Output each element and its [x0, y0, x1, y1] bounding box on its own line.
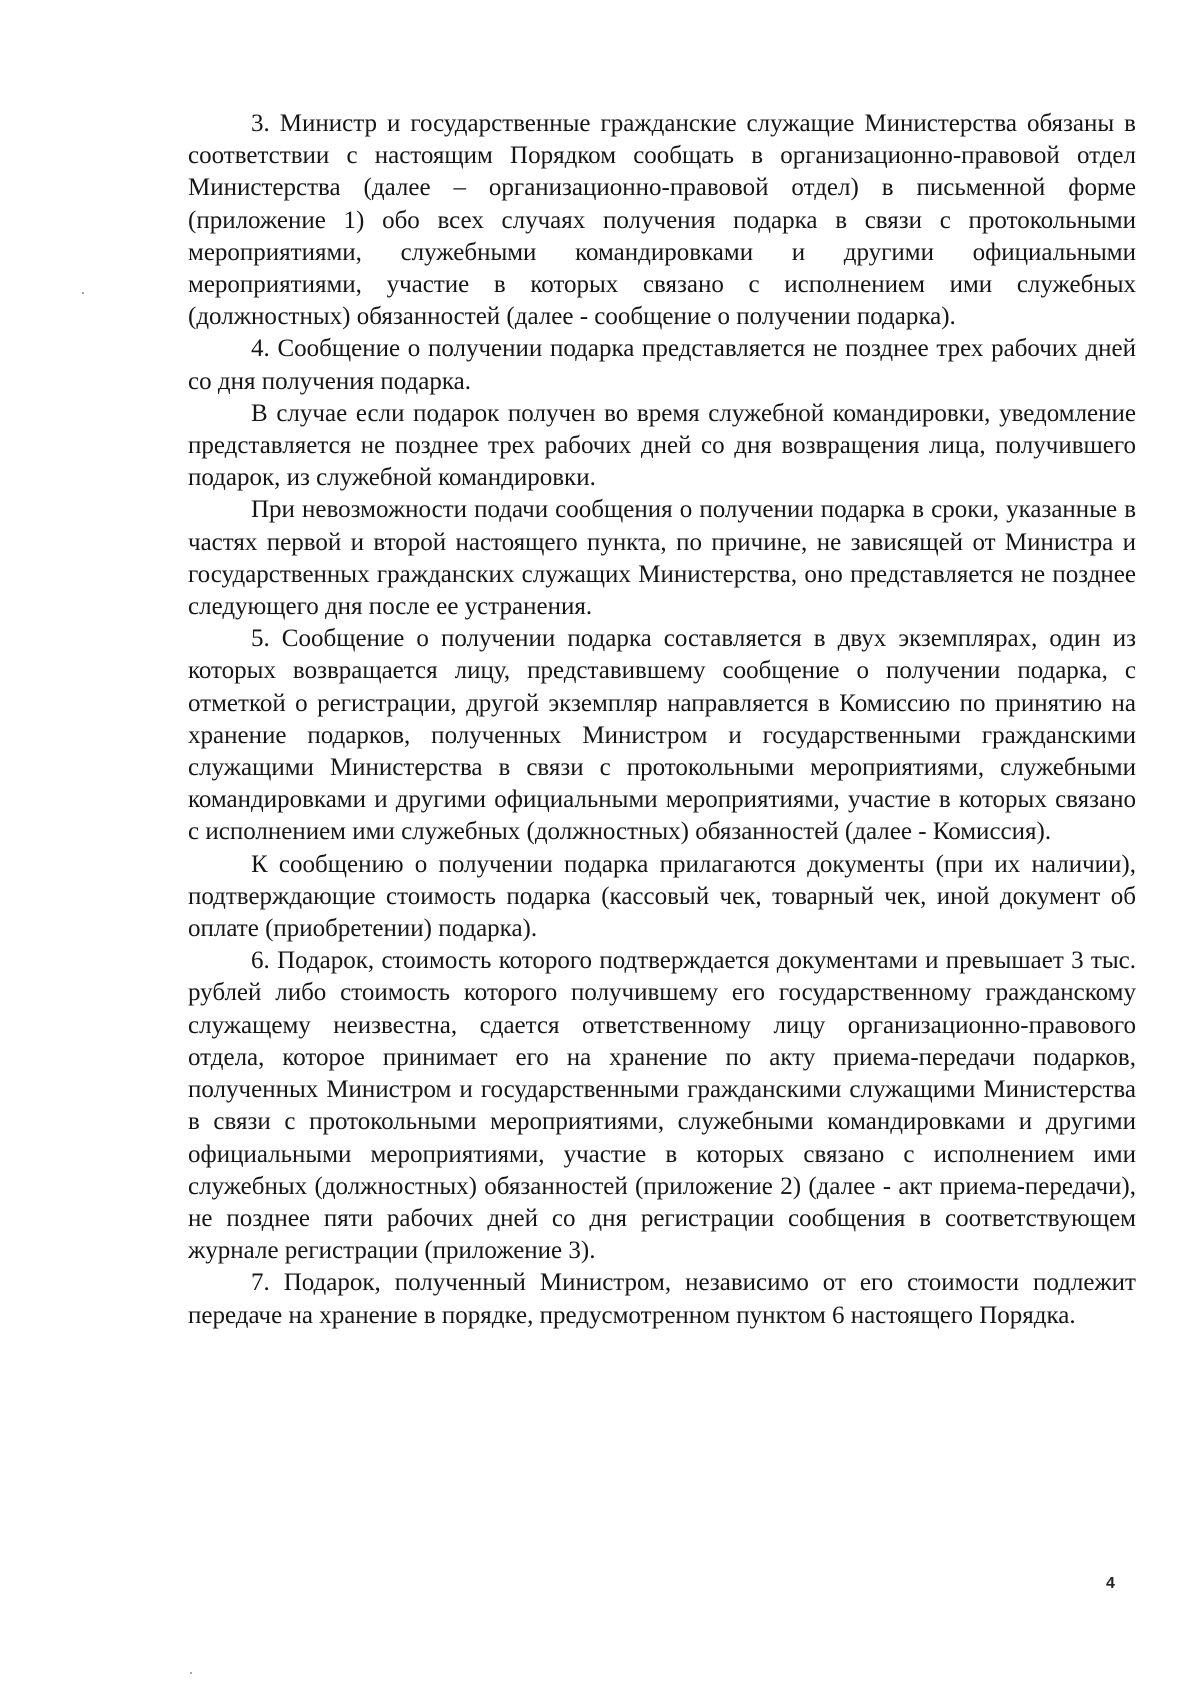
paragraph-item-5: 5. Сообщение о получении подарка составляется в двух экземплярах, один из которых возвращается лицу, представившему сообщение о получении подарка, с отметкой о регистрации, другой экземпляр направляется в Комиссию по принятию на хранение подарков, полученных Министром и государственными гражданскими служащими Министерства в связи с протокольными мероприятиями, служебными командировками и другими официальными мероприятиями, участие в которых связано с исполнением ими служебных (должностных) обязанностей (далее - Комиссия). — [188, 625, 1136, 846]
paragraph-item-6: 6. Подарок, стоимость которого подтверждается документами и превышает 3 тыс. рублей либо стоимость которого получившему его государственному гражданскому служащему неизвестна, сдается ответственному лицу организационно-правового отдела, которое принимает его на хранение по акту приема-передачи подарков, полученных Министром и государственными гражданскими служащими Министерства в связи с протокольными мероприятиями, служебными командировками и другими официальными мероприятиями, участие в которых связано с исполнением ими служебных (должностных) обязанностей (приложение 2) (далее - акт приема-передачи), не позднее пяти рабочих дней со дня регистрации сообщения в соответствующем журнале регистрации (приложение 3). — [188, 947, 1136, 1265]
paragraph-item-7: 7. Подарок, полученный Министром, независимо от его стоимости подлежит передаче на хранение в порядке, предусмотренном пунктом 6 настоящего Порядка. — [188, 1269, 1136, 1329]
scan-speck — [190, 1672, 192, 1674]
paragraph-item-3: 3. Министр и государственные гражданские служащие Министерства обязаны в соответствии с настоящим Порядком сообщать в организационно-правовой отдел Министерства (далее – организационно-правовой отдел) в письменной форме (приложение 1) обо всех случаях получения подарка в связи с протокольными мероприятиями, служебными командировками и другими официальными мероприятиями, участие в которых связано с исполнением ими служебных (должностных) обязанностей (далее - сообщение о получении подарка). — [188, 110, 1136, 331]
document-body — [188, 108, 1136, 1332]
paragraph-attachments: К сообщению о получении подарка прилагаются документы (при их наличии), подтверждающие стоимость подарка (кассовый чек, товарный чек, иной документ об оплате (приобретении) подарка). — [188, 850, 1136, 943]
paragraph-business-trip: В случае если подарок получен во время служебной командировки, уведомление представляется не позднее трех рабочих дней со дня возвращения лица, получившего подарок, из служебной командировки. — [188, 399, 1136, 492]
page-number: 4 — [1106, 1575, 1115, 1592]
scan-speck — [82, 292, 84, 294]
paragraph-item-4: 4. Сообщение о получении подарка представляется не позднее трех рабочих дней со дня получения подарка. — [188, 335, 1136, 395]
paragraph-impossibility: При невозможности подачи сообщения о получении подарка в сроки, указанные в частях первой и второй настоящего пункта, по причине, не зависящей от Министра и государственных гражданских служащих Министерства, оно представляется не позднее следующего дня после ее устранения. — [188, 496, 1136, 621]
